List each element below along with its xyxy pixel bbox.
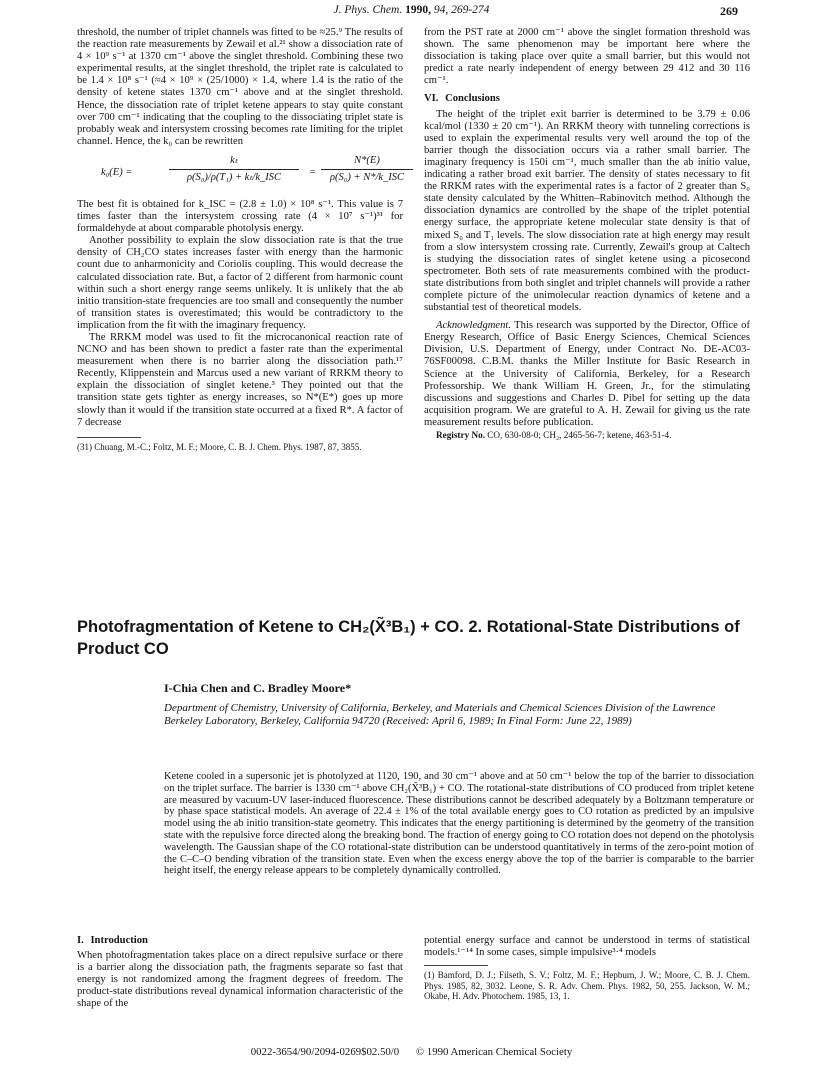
article-affiliation: Department of Chemistry, University of California, Berkeley, and Materials and Chemical Sciences Division of the Lawrence Berkeley Laboratory, Berkeley, California 94720 (Received: April 6, 1989; In Final Form: June 22, 1989) xyxy=(164,702,716,727)
section-heading-introduction xyxy=(77,935,403,947)
footnote-divider xyxy=(77,437,141,438)
article-code: 0022-3654/90/2094-0269$02.50/0 xyxy=(250,1046,400,1058)
left-paragraph-1: threshold, the number of triplet channels was fitted to be ≈25.⁹ The results of the reaction rate measurements by Zewail et al.²¹ show a dissociation rate of 4 × 10⁹ s⁻¹ at 1370 cm⁻¹ above the singlet threshold. Combining these two experimental results, at the singlet threshold, the triplet rate is calculated to be 1.4 × 10⁸ s⁻¹ (≈4 × 10⁹ × (25/1000) × 1.4, where 1.4 is the ratio of the density of ketene states 1370 cm⁻¹ above and at the singlet threshold. Hence, the dissociation rate of triplet ketene appears to stay quite constant over 700 cm⁻¹ indicating that the coupling to the dissociating triplet state is probably weak and intersystem crossing becomes rate limiting for the triplet channel. Hence, the k₀ can be rewritten xyxy=(77,27,403,147)
acknowledgment-paragraph xyxy=(424,320,750,429)
conclusions-paragraph: The height of the triplet exit barrier is determined to be 3.79 ± 0.06 kcal/mol (1330 ± 20 cm⁻¹). An RRKM theory with tunneling corrections is used to explain the experimental results very well around the top of the barrier though the dissociation occurs via a rather small barrier. The imaginary frequency is 150i cm⁻¹, much smaller than the ab initio value, indicating a rather broad exit barrier. The density of states necessary to fit the RRKM rates with the experimental rates is a factor of 2 greater than S₀ state density calculated by the Whitten–Rabinovitch method. Although the dissociation dynamics are controlled by the shape of the triplet potential energy surface, the appropriate ketene molecular state density is that of mixed S₀ and T₁ levels. The slow dissociation rate at high energy may result from a slow intersystem crossing rate. Currently, Zewail's group at Caltech is studying the dissociation rates of singlet ketene using a picosecond spectrometer. Both sets of rate measurements combined with the product-state distributions from both singlet and triplet channels will provide a rather complete picture of the unimolecular reaction dynamics of ketene and a substantial test of theoretical models. xyxy=(424,108,750,314)
footnote-1: (1) Bamford, D. J.; Filseth, S. V.; Foltz, M. F.; Hepburn, J. W.; Moore, C. B. J. Chem. Phys. 1985, 82, 3032. Leone, S. R. Adv. Chem. Phys. 1982, 50, 255. Jackson, W. M.; Okabe, H. Adv. Photochem. 1985, 13, 1. xyxy=(424,970,750,1002)
introduction-left-column xyxy=(77,935,403,1011)
registry-numbers xyxy=(424,429,750,441)
section-number: VI. xyxy=(424,93,439,105)
right-column xyxy=(424,27,750,441)
registry-text: CO, 630-08-0; CH₂, 2465-56-7; ketene, 463-51-4. xyxy=(487,430,672,440)
left-paragraph-2: The best fit is obtained for k_ISC = (2.8 ± 1.0) × 10⁸ s⁻¹. This value is 7 times faster than the intersystem crossing rate (4 × 10⁷ s⁻¹)³¹ for formaldehyde at about comparable photolysis energy. xyxy=(77,198,403,235)
page-footer xyxy=(0,1046,823,1058)
intro-section-number: I. xyxy=(77,935,84,946)
page-number: 269 xyxy=(720,4,738,18)
section-heading-conclusions xyxy=(424,93,750,105)
equation-k0 xyxy=(77,151,403,195)
article-authors: I-Chia Chen and C. Bradley Moore* xyxy=(164,681,352,695)
equation-fraction-1 xyxy=(169,155,299,184)
introduction-right-column xyxy=(424,935,750,1002)
fraction-1-bar xyxy=(169,169,299,170)
equation-fraction-2 xyxy=(321,155,413,184)
fraction-2-numerator: N*(E) xyxy=(354,154,380,166)
intro-paragraph-right: potential energy surface and cannot be understood in terms of statistical models.¹⁻¹⁴ In some cases, simple impulsive³·⁴ models xyxy=(424,935,750,959)
fraction-2-denominator: ρ(S₀) + N*/k_ISC xyxy=(329,172,405,184)
equation-equals: = xyxy=(309,166,317,178)
left-paragraph-3: Another possibility to explain the slow dissociation rate is that the true density of CH₂CO states increases faster with energy than the harmonic count due to anharmonicity and Coriolis coupling. This would decrease the calculated dissociation rate. But, a factor of 2 different from harmonic count within such a short energy range seems unlikely. It is unlikely that the ab initio transition-state frequencies are too small and consequently the number of transition states is overestimated; this would be contradictory to the implication from the fit with the imaginary frequency. xyxy=(77,235,403,331)
article-abstract: Ketene cooled in a supersonic jet is photolyzed at 1120, 190, and 30 cm⁻¹ above and at 50 cm⁻¹ below the top of the barrier to dissociation on the triplet surface. The barrier is 1330 cm⁻¹ above CH₂(X̃³B₁) + CO. The rotational-state distributions of CO produced from triplet ketene are measured by vacuum-UV laser-induced fluorescence. These distributions cannot be described adequately by a Boltzmann temperature or by phase space statistical models. An average of 22.4 ± 1% of the total available energy goes to CO rotation as predicted by an impulsive model using the ab initio transition-state geometry. This indicates that the energy partitioning is determined by the geometry of the transition state with the repulsive force directed along the breaking bond. The fraction of energy going to CO rotation does not depend on the photolysis wavelength. The Gaussian shape of the CO rotational-state distribution can be understood quantitatively in terms of the zero-point motion of the C–C–O bending vibration of the transition state. Even when the excess energy above the top of the barrier is comparable to the barrier height itself, the energy release appears to be completely dynamically controlled. xyxy=(164,771,755,877)
section-title: Conclusions xyxy=(445,93,500,105)
fraction-1-numerator: kₜ xyxy=(230,154,238,166)
acknowledgment-label: Acknowledgment. xyxy=(436,320,512,332)
article-title: Photofragmentation of Ketene to CH₂(X̃³B₁) + CO. 2. Rotational-State Distributions of Product CO xyxy=(77,618,740,658)
acknowledgment-text: This research was supported by the Director, Office of Energy Research, Office of Basic Energy Sciences, Chemical Sciences Division, U.S. Department of Energy, under Contract No. DE-AC03-76SF00098. C.B.M. thanks the Miller Institute for Basic Research in Science at the University of California, Berkeley, for a Research Professorship. We thank William H. Green, Jr., for the stimulating discussions and suggestions and Charles D. Pibel for setting up the data acquisition program. We are grateful to A. H. Zewail for giving us the rate measurement results before publication. xyxy=(424,320,750,428)
right-paragraph-1: from the PST rate at 2000 cm⁻¹ above the singlet formation threshold was shown. The same phenomenon may be important here where the dissociation is taking place over quite a small barrier, but this would not predict a rate nearly independent of energy between 29 412 and 30 116 cm⁻¹. xyxy=(424,27,750,87)
left-paragraph-4: The RRKM model was used to fit the microcanonical reaction rate of NCNO and has been shown to predict a faster rate than the experimental measurement when there is no barrier along the dissociation path.¹⁷ Recently, Klippenstein and Marcus used a new variant of RRKM theory to explain the dissociation of singlet ketene.³ They pointed out that the transition state gets tighter as energy increases, so N*(E*) goes up more slowly than it would if the transition state occurred at a fixed R*. A factor of 7 decrease xyxy=(77,331,403,428)
left-column xyxy=(77,27,403,452)
footnote-31: (31) Chuang, M.-C.; Foltz, M. F.; Moore, C. B. J. Chem. Phys. 1987, 87, 3855. xyxy=(77,441,362,452)
registry-label: Registry No. xyxy=(436,430,485,440)
journal-name: J. Phys. Chem. xyxy=(333,4,403,16)
fraction-2-bar xyxy=(321,169,413,170)
intro-paragraph-left: When photofragmentation takes place on a direct repulsive surface or there is a barrier along the dissociation path, the fragments separate so fast that energy is not randomized among the fragment degrees of freedom. The product-state distributions reveal dynamical information characteristic of the shape of the xyxy=(77,950,403,1010)
journal-year: 1990, xyxy=(405,4,431,16)
equation-lhs: k₀(E) = xyxy=(101,166,133,178)
journal-citation xyxy=(0,4,823,16)
intro-footnote-divider xyxy=(424,965,488,966)
intro-section-title: Introduction xyxy=(90,935,148,946)
journal-volume-pages: 94, 269-274 xyxy=(433,4,490,16)
copyright: © 1990 American Chemical Society xyxy=(415,1046,573,1058)
fraction-1-denominator: ρ(S₀)/ρ(T₁) + kₜ/k_ISC xyxy=(186,172,282,184)
